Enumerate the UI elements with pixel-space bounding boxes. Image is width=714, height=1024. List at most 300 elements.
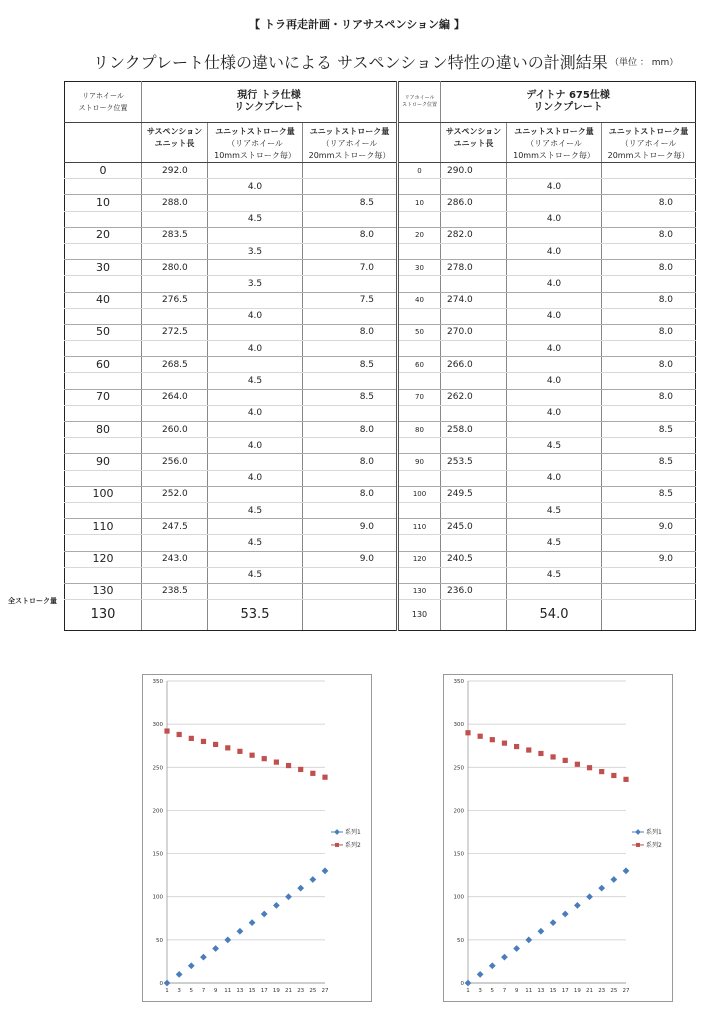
interval-empty	[303, 535, 398, 551]
x-tick-label: 13	[236, 988, 244, 994]
stroke20-value-a: 8.5	[303, 195, 398, 211]
position-value-b: 50	[398, 324, 441, 340]
interval-empty	[303, 243, 398, 259]
interval-empty	[398, 179, 441, 195]
table-row	[65, 486, 696, 502]
stroke10-cell-b	[507, 260, 602, 276]
interval-empty	[602, 470, 696, 486]
stroke10-cell-a	[208, 260, 303, 276]
interval-empty	[398, 405, 441, 421]
series2-point	[550, 754, 555, 759]
position-value-b: 0	[398, 163, 441, 179]
interval-empty	[398, 308, 441, 324]
y-tick-label: 300	[453, 722, 464, 729]
stroke10-cell-b	[507, 422, 602, 438]
stroke20-value-b: 9.0	[602, 551, 696, 567]
interval-empty	[441, 438, 507, 454]
series1-point	[623, 867, 630, 874]
stroke10-cell-b	[507, 357, 602, 373]
interval-empty	[602, 502, 696, 518]
stroke-header-title: ユニットストローク量	[514, 127, 594, 136]
position-value-b: 100	[398, 486, 441, 502]
stroke10-cell-a	[208, 583, 303, 599]
interval-empty	[303, 341, 398, 357]
position-value: 70	[65, 389, 142, 405]
x-tick-label: 17	[260, 988, 268, 994]
interval-empty	[441, 211, 507, 227]
stroke20-value-a	[303, 163, 398, 179]
x-tick-label: 23	[598, 988, 606, 994]
stroke20-header-b	[602, 123, 696, 163]
interval-empty	[65, 211, 142, 227]
length-header-a: サスペンション ユニット長	[142, 123, 208, 163]
position-value-b: 80	[398, 422, 441, 438]
position-value-b: 10	[398, 195, 441, 211]
length-value-b: 249.5	[441, 486, 507, 502]
y-tick-label: 50	[156, 937, 163, 944]
y-tick-label: 150	[152, 851, 163, 858]
table-row	[65, 292, 696, 308]
series1-point	[598, 885, 605, 892]
stroke20-value-b	[602, 163, 696, 179]
interval-empty	[441, 405, 507, 421]
interval-empty	[602, 243, 696, 259]
stroke20-value-a: 8.5	[303, 357, 398, 373]
stroke10-value-a: 4.5	[208, 373, 303, 389]
interval-empty	[602, 405, 696, 421]
stroke-header-title: ユニットストローク量	[309, 127, 390, 136]
length-value-a: 272.5	[142, 324, 208, 340]
stroke10-value-a: 4.5	[208, 567, 303, 583]
series2-point	[298, 767, 303, 772]
series2-point	[563, 758, 568, 763]
interval-empty	[398, 373, 441, 389]
pos-header-b: リアホイール ストローク位置	[398, 82, 441, 123]
x-tick-label: 7	[201, 988, 206, 994]
interval-empty	[65, 179, 142, 195]
measurement-table	[64, 81, 696, 631]
series2-point	[310, 771, 315, 776]
x-tick-label: 3	[478, 988, 482, 994]
interval-empty	[303, 179, 398, 195]
stroke10-value-b: 4.0	[507, 405, 602, 421]
position-value-b: 70	[398, 389, 441, 405]
table-row-interval	[65, 179, 696, 195]
stroke10-value-b: 4.0	[507, 470, 602, 486]
x-tick-label: 27	[321, 988, 329, 994]
length-value-a: 238.5	[142, 583, 208, 599]
series1-point	[297, 885, 304, 892]
stroke10-cell-a	[208, 227, 303, 243]
interval-empty	[142, 470, 208, 486]
interval-empty	[441, 470, 507, 486]
series1-point	[538, 928, 545, 935]
series2-point	[490, 737, 495, 742]
x-tick-label: 5	[490, 988, 495, 994]
position-value: 0	[65, 163, 142, 179]
stroke20-value-b: 8.0	[602, 195, 696, 211]
stroke20-header-a	[303, 123, 398, 163]
series2-point	[514, 744, 519, 749]
length-value-a: 243.0	[142, 551, 208, 567]
stroke-header-sub: （リアホイール 10mmストローク毎）	[214, 139, 296, 160]
table-row	[65, 163, 696, 179]
interval-empty	[441, 341, 507, 357]
interval-empty	[303, 276, 398, 292]
interval-empty	[303, 502, 398, 518]
length-value-a: 260.0	[142, 422, 208, 438]
pos-header: リアホイール ストローク位置	[65, 82, 142, 123]
interval-empty	[142, 502, 208, 518]
table-row-interval	[65, 276, 696, 292]
series2-point	[213, 742, 218, 747]
y-tick-label: 300	[152, 722, 163, 729]
stroke10-value-b: 4.0	[507, 276, 602, 292]
x-tick-label: 21	[586, 988, 594, 994]
stroke20-value-a: 8.0	[303, 454, 398, 470]
length-value-a: 268.5	[142, 357, 208, 373]
interval-empty	[303, 405, 398, 421]
table-row	[65, 551, 696, 567]
stroke10-cell-b	[507, 195, 602, 211]
stroke-header-title: ユニットストローク量	[608, 127, 689, 136]
position-value: 110	[65, 519, 142, 535]
stroke20-value-a: 8.0	[303, 227, 398, 243]
interval-empty	[441, 567, 507, 583]
length-value-a: 276.5	[142, 292, 208, 308]
interval-empty	[441, 502, 507, 518]
stroke20-value-b: 8.5	[602, 422, 696, 438]
table-row-interval	[65, 567, 696, 583]
series1-point	[513, 945, 520, 952]
position-value: 120	[65, 551, 142, 567]
stroke10-value-a: 4.0	[208, 341, 303, 357]
stroke10-cell-a	[208, 163, 303, 179]
series1-point	[489, 962, 496, 969]
interval-empty	[65, 373, 142, 389]
stroke20-value-b: 8.0	[602, 357, 696, 373]
series1-point	[188, 962, 195, 969]
series1-point	[525, 936, 532, 943]
table-row-interval	[65, 438, 696, 454]
interval-empty	[303, 470, 398, 486]
position-value-b: 20	[398, 227, 441, 243]
series1-point	[562, 911, 569, 918]
length-value-a: 283.5	[142, 227, 208, 243]
interval-empty	[398, 502, 441, 518]
series2-point	[322, 775, 327, 780]
stroke10-cell-a	[208, 389, 303, 405]
interval-empty	[65, 308, 142, 324]
x-tick-label: 25	[309, 988, 317, 994]
series2-point	[575, 762, 580, 767]
stroke10-cell-a	[208, 519, 303, 535]
position-value-b: 60	[398, 357, 441, 373]
total-stroke-label: 全ストローク量	[8, 597, 57, 605]
series1-point	[586, 893, 593, 900]
series1-point	[261, 911, 268, 918]
interval-empty	[65, 502, 142, 518]
interval-empty	[142, 535, 208, 551]
stroke20-value-b: 8.0	[602, 227, 696, 243]
length-value-a: 247.5	[142, 519, 208, 535]
chart-current-tora	[142, 674, 372, 1002]
interval-empty	[398, 243, 441, 259]
stroke10-value-b: 4.0	[507, 373, 602, 389]
series1-point	[176, 971, 183, 978]
length-value-a: 256.0	[142, 454, 208, 470]
series1-point	[249, 919, 256, 926]
document-title: リンクプレート仕様の違いによる サスペンション特性の違いの計測結果	[93, 53, 608, 72]
x-tick-label: 19	[272, 988, 280, 994]
length-value-b: 258.0	[441, 422, 507, 438]
position-value: 80	[65, 422, 142, 438]
length-value-a: 252.0	[142, 486, 208, 502]
interval-empty	[65, 535, 142, 551]
interval-empty	[142, 341, 208, 357]
position-value-b: 110	[398, 519, 441, 535]
y-tick-label: 0	[159, 981, 163, 987]
y-tick-label: 0	[460, 981, 464, 987]
table-row-interval	[65, 373, 696, 389]
interval-empty	[65, 405, 142, 421]
stroke20-value-b: 8.0	[602, 324, 696, 340]
table-row	[65, 227, 696, 243]
stroke20-value-b: 8.0	[602, 260, 696, 276]
series1-point	[212, 945, 219, 952]
series2-point	[611, 773, 616, 778]
interval-empty	[602, 179, 696, 195]
series2-point	[502, 741, 507, 746]
stroke10-cell-b	[507, 163, 602, 179]
length-value-b: 253.5	[441, 454, 507, 470]
unit-note: （単位 ： mm）	[610, 58, 679, 68]
position-value-b: 130	[398, 583, 441, 599]
interval-empty	[602, 438, 696, 454]
position-value-b: 30	[398, 260, 441, 276]
position-value-b: 90	[398, 454, 441, 470]
stroke20-value-a	[303, 583, 398, 599]
interval-empty	[303, 211, 398, 227]
interval-empty	[398, 276, 441, 292]
stroke10-cell-a	[208, 454, 303, 470]
length-value-b: 274.0	[441, 292, 507, 308]
y-tick-label: 150	[453, 851, 464, 858]
y-tick-label: 100	[152, 894, 163, 901]
series1-point	[285, 893, 292, 900]
interval-empty	[65, 470, 142, 486]
total-stroke-a: 53.5	[208, 600, 303, 631]
interval-empty	[602, 341, 696, 357]
length-value-a: 264.0	[142, 389, 208, 405]
interval-empty	[303, 373, 398, 389]
interval-empty	[441, 308, 507, 324]
stroke10-value-a: 4.0	[208, 438, 303, 454]
interval-empty	[142, 308, 208, 324]
stroke10-cell-b	[507, 389, 602, 405]
length-value-b: 240.5	[441, 551, 507, 567]
legend-label: 系列2	[646, 841, 662, 849]
interval-empty	[441, 276, 507, 292]
stroke-header-sub: （リアホイール 10mmストローク毎）	[513, 139, 595, 160]
stroke10-value-a: 4.5	[208, 211, 303, 227]
stroke10-cell-b	[507, 454, 602, 470]
stroke10-cell-b	[507, 324, 602, 340]
legend-marker	[635, 829, 641, 835]
interval-empty	[602, 567, 696, 583]
series2-point	[262, 756, 267, 761]
length-value-b: 266.0	[441, 357, 507, 373]
stroke10-cell-a	[208, 551, 303, 567]
stroke10-cell-b	[507, 227, 602, 243]
interval-empty	[441, 535, 507, 551]
x-tick-label: 11	[525, 988, 533, 994]
stroke20-value-b: 8.0	[602, 292, 696, 308]
table-row-interval	[65, 535, 696, 551]
table-row	[65, 422, 696, 438]
stroke10-value-a: 3.5	[208, 276, 303, 292]
position-value-b: 40	[398, 292, 441, 308]
total-empty	[142, 600, 208, 631]
stroke10-cell-a	[208, 195, 303, 211]
interval-empty	[441, 373, 507, 389]
interval-empty	[398, 470, 441, 486]
stroke10-cell-a	[208, 324, 303, 340]
table-row	[65, 389, 696, 405]
series2-point	[274, 760, 279, 765]
stroke20-value-a: 7.5	[303, 292, 398, 308]
interval-empty	[65, 276, 142, 292]
series1-point	[164, 980, 171, 987]
stroke10-cell-b	[507, 583, 602, 599]
stroke10-header-b	[507, 123, 602, 163]
stroke20-value-b: 8.5	[602, 486, 696, 502]
stroke10-value-b: 4.5	[507, 438, 602, 454]
series2-point	[538, 751, 543, 756]
stroke20-value-a: 7.0	[303, 260, 398, 276]
interval-empty	[142, 211, 208, 227]
interval-empty	[398, 535, 441, 551]
x-tick-label: 1	[466, 988, 470, 994]
series2-point	[201, 739, 206, 744]
x-tick-label: 7	[502, 988, 507, 994]
x-tick-label: 3	[177, 988, 181, 994]
stroke10-value-b: 4.0	[507, 243, 602, 259]
chart-daytona-675	[443, 674, 673, 1002]
stroke10-cell-b	[507, 486, 602, 502]
y-tick-label: 50	[457, 937, 464, 944]
legend-marker	[334, 829, 340, 835]
stroke10-value-b: 4.5	[507, 502, 602, 518]
stroke-header-sub: （リアホイール 20mmストローク毎）	[308, 139, 391, 160]
stroke20-value-a: 9.0	[303, 519, 398, 535]
x-tick-label: 23	[297, 988, 305, 994]
position-value: 50	[65, 324, 142, 340]
table-row	[65, 519, 696, 535]
series1-point	[501, 954, 508, 961]
length-value-b: 270.0	[441, 324, 507, 340]
series1-point	[273, 902, 280, 909]
interval-empty	[142, 438, 208, 454]
position-value: 100	[65, 486, 142, 502]
stroke10-value-b: 4.5	[507, 535, 602, 551]
interval-empty	[303, 308, 398, 324]
stroke20-value-b: 8.5	[602, 454, 696, 470]
interval-empty	[65, 438, 142, 454]
stroke10-cell-a	[208, 422, 303, 438]
length-value-b: 282.0	[441, 227, 507, 243]
series2-point	[478, 734, 483, 739]
series2-point	[286, 763, 291, 768]
stroke10-cell-b	[507, 551, 602, 567]
interval-empty	[142, 276, 208, 292]
x-tick-label: 9	[514, 988, 519, 994]
length-value-b: 286.0	[441, 195, 507, 211]
stroke10-value-a: 4.0	[208, 179, 303, 195]
series2-point	[623, 777, 628, 782]
interval-empty	[142, 373, 208, 389]
stroke10-value-b: 4.0	[507, 211, 602, 227]
interval-empty	[65, 243, 142, 259]
spec-b-header: デイトナ 675仕様 リンクプレート	[441, 82, 696, 123]
document-subtitle: 【 トラ再走計画・リアサスペンション編 】	[249, 18, 465, 31]
length-value-a: 292.0	[142, 163, 208, 179]
interval-empty	[441, 179, 507, 195]
position-value: 40	[65, 292, 142, 308]
total-position-b: 130	[398, 600, 441, 631]
x-tick-label: 5	[189, 988, 194, 994]
stroke10-cell-b	[507, 519, 602, 535]
table-row-interval	[65, 405, 696, 421]
stroke10-value-a: 4.5	[208, 502, 303, 518]
stroke20-value-a: 9.0	[303, 551, 398, 567]
series2-point	[465, 730, 470, 735]
stroke10-value-b: 4.0	[507, 179, 602, 195]
length-value-b: 262.0	[441, 389, 507, 405]
x-tick-label: 17	[561, 988, 569, 994]
y-tick-label: 250	[152, 765, 163, 772]
table-row-interval	[65, 211, 696, 227]
interval-empty	[398, 211, 441, 227]
series2-point	[225, 745, 230, 750]
series1-point	[465, 980, 472, 987]
interval-empty	[602, 308, 696, 324]
legend-label: 系列1	[345, 829, 361, 836]
total-stroke-b: 54.0	[507, 600, 602, 631]
x-tick-label: 11	[224, 988, 232, 994]
stroke10-value-a: 3.5	[208, 243, 303, 259]
stroke10-value-b: 4.0	[507, 308, 602, 324]
x-tick-label: 21	[285, 988, 293, 994]
stroke10-value-a: 4.0	[208, 405, 303, 421]
position-value: 20	[65, 227, 142, 243]
interval-empty	[303, 567, 398, 583]
x-tick-label: 15	[248, 988, 256, 994]
interval-empty	[602, 373, 696, 389]
position-value: 30	[65, 260, 142, 276]
series1-point	[574, 902, 581, 909]
interval-empty	[602, 276, 696, 292]
table-row-interval	[65, 502, 696, 518]
y-tick-label: 350	[453, 679, 464, 685]
stroke-header-title: ユニットストローク量	[215, 127, 295, 136]
length-value-b: 236.0	[441, 583, 507, 599]
table-row	[65, 260, 696, 276]
table-row-interval	[65, 470, 696, 486]
y-tick-label: 200	[453, 808, 464, 815]
y-tick-label: 100	[453, 894, 464, 901]
series1-point	[200, 954, 207, 961]
